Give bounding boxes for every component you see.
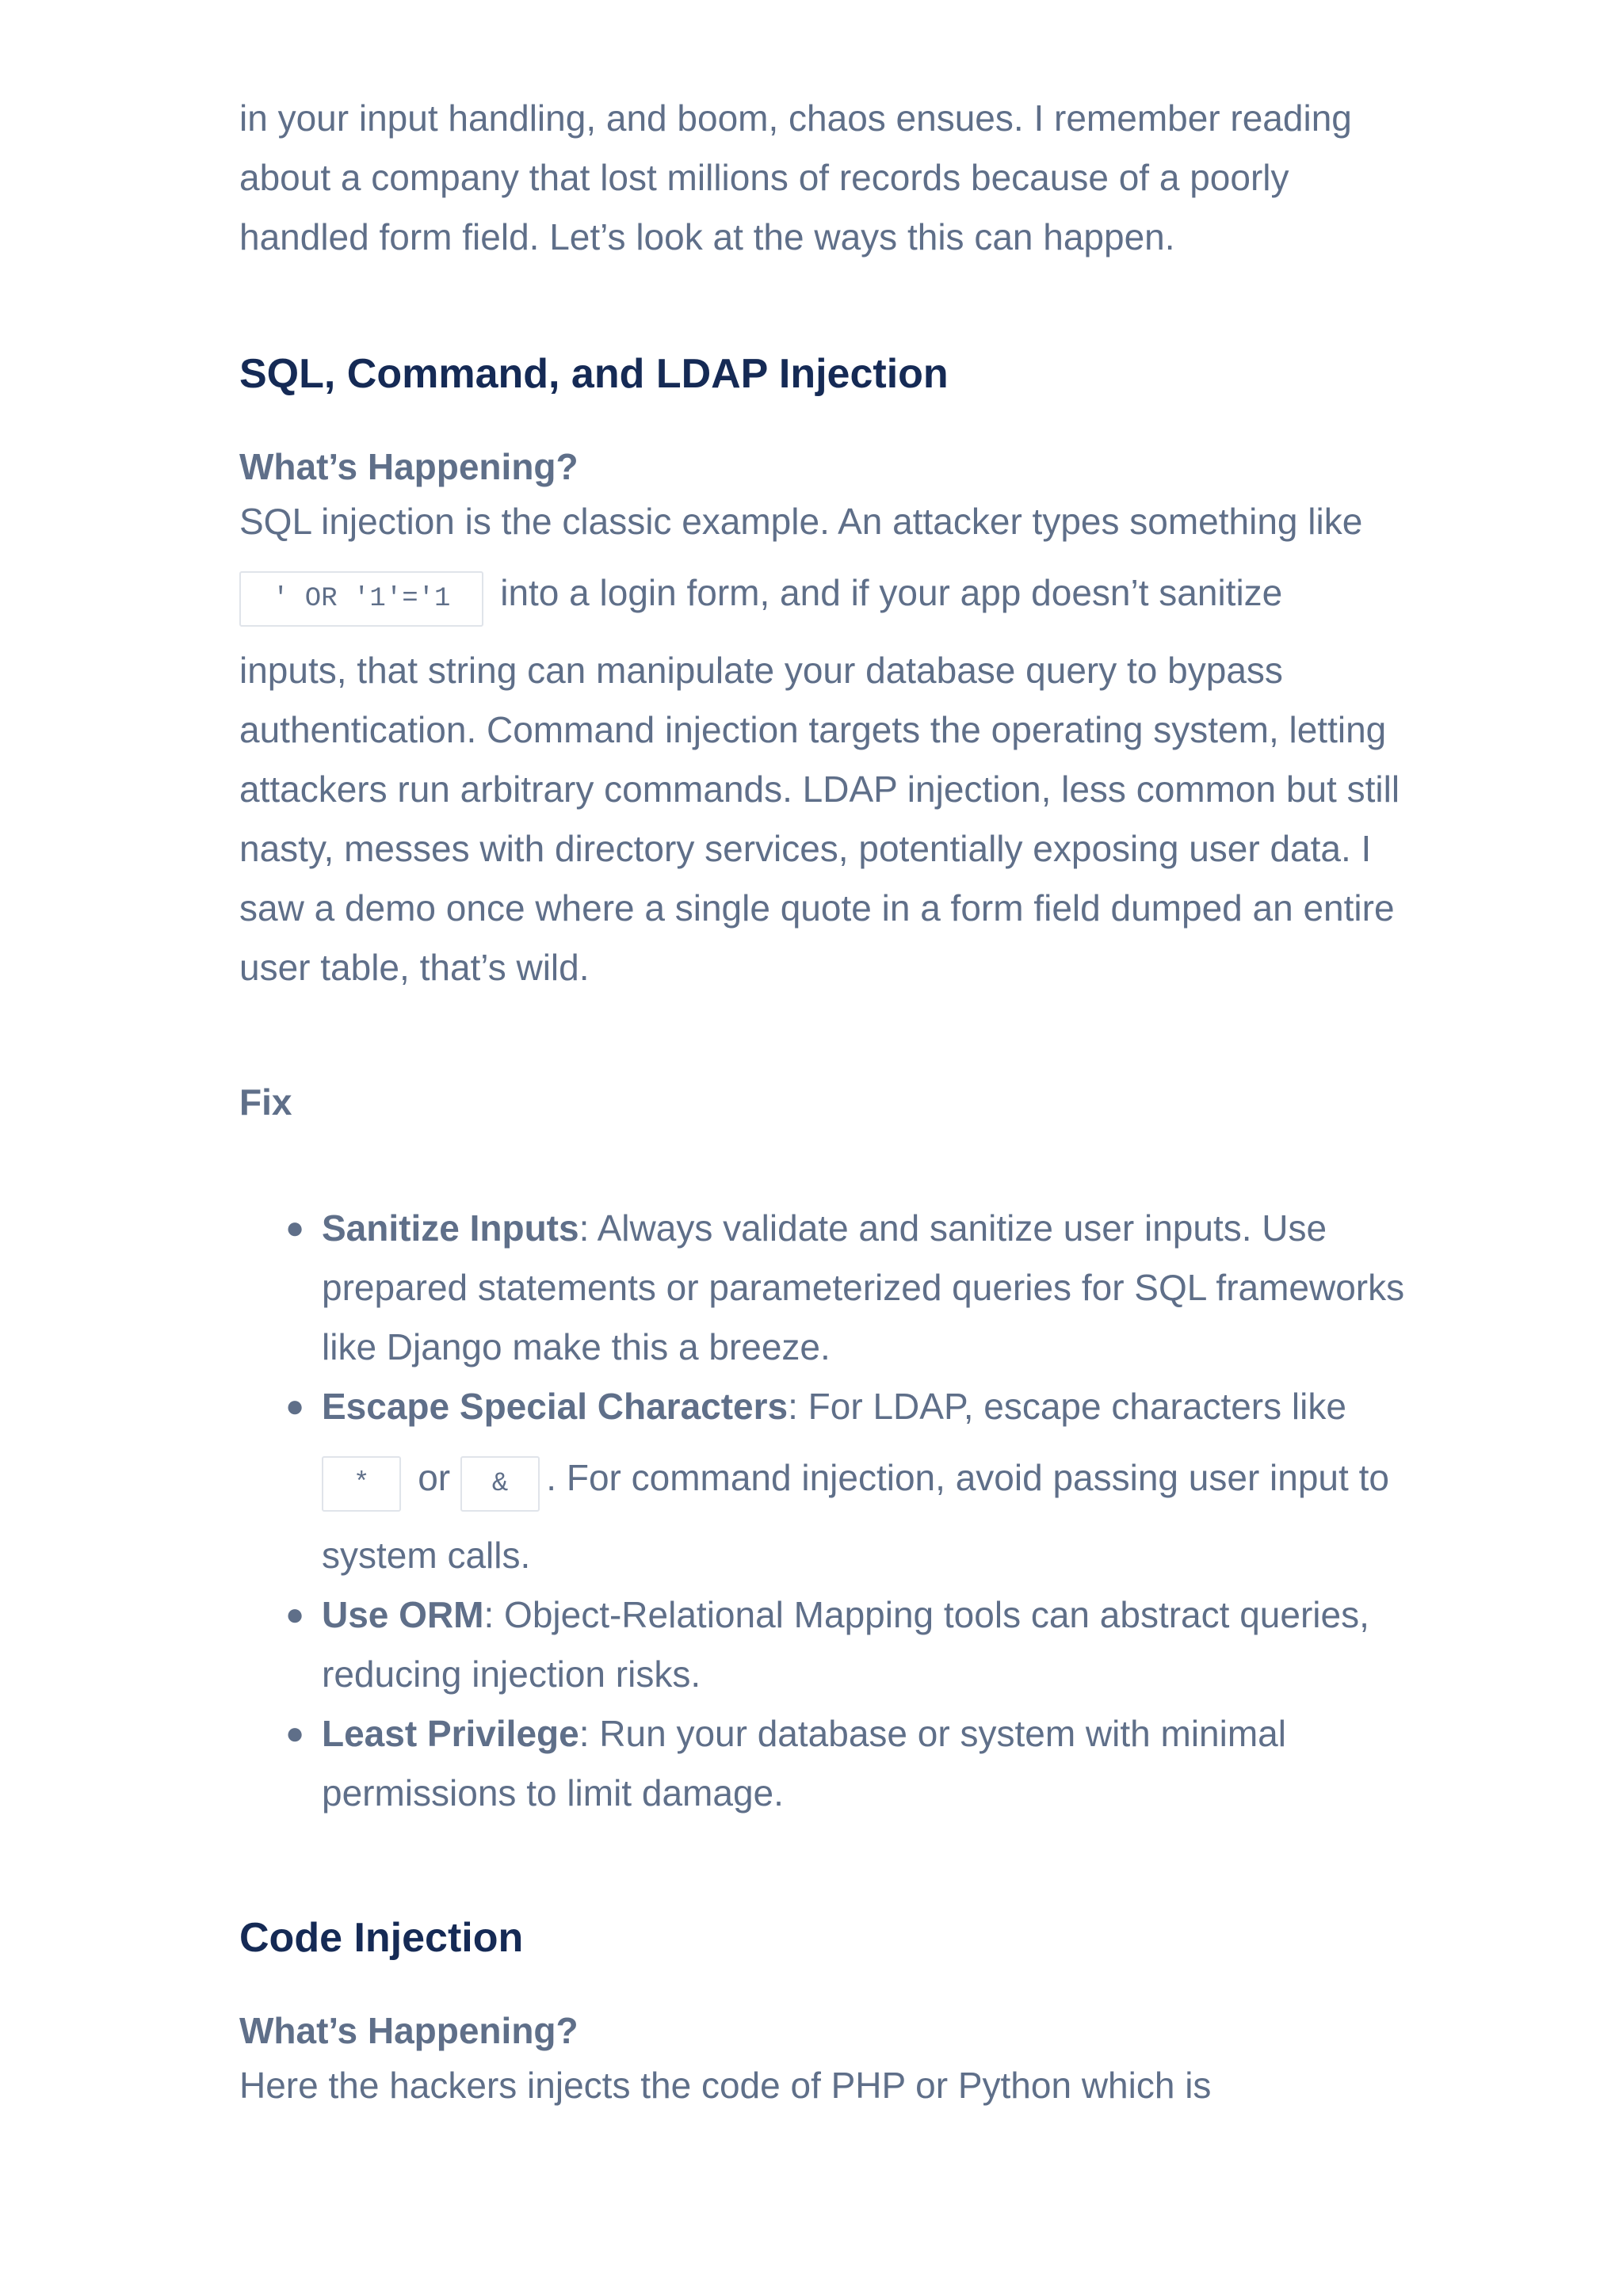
list-item-bold-label: Sanitize Inputs xyxy=(322,1207,579,1249)
article-content xyxy=(239,89,1444,2115)
whats-happening-heading-2: What’s Happening? xyxy=(239,2010,579,2051)
code-line xyxy=(322,1457,1389,1498)
bullet-dot-icon: ● xyxy=(285,1389,305,1424)
code-line xyxy=(239,572,1282,613)
paragraph-rest: inputs, that string can manipulate your database query to bypass authentication. Command injection targets the operating system, letting attackers run arbitrary commands. LDAP injection, less common but still nasty, messes with directory services, potentially exposing user data. I saw a demo once where a single quote in a form field dumped an entire user table, that’s wild. xyxy=(239,650,1400,988)
list-item-text: : Object-Relational Mapping tools can abstract queries, reducing injection risks. xyxy=(322,1594,1369,1695)
inline-code-asterisk: * xyxy=(322,1456,401,1512)
list-item-text: : Always validate and sanitize user inputs. Use prepared statements or parameterized queries for SQL frameworks like Django make this a breeze. xyxy=(322,1207,1405,1367)
bullet-dot-icon: ● xyxy=(285,1211,305,1245)
sql-injection-paragraph xyxy=(239,492,1444,997)
list-item-least-privilege xyxy=(285,1704,1457,1823)
list-item-bold-label: Least Privilege xyxy=(322,1713,579,1754)
intro-paragraph: in your input handling, and boom, chaos ensues. I remember reading about a company that lost millions of records because of a poorly handled form field. Let’s look at the ways this can happen. xyxy=(239,97,1352,257)
paragraph-line-1: SQL injection is the classic example. An attacker types something like xyxy=(239,501,1363,542)
list-item-sanitize-inputs xyxy=(285,1199,1457,1377)
code-injection-paragraph: Here the hackers injects the code of PHP or Python which is xyxy=(239,2065,1212,2106)
list-item-use-orm xyxy=(285,1585,1457,1704)
bullet-dot-icon: ● xyxy=(285,1597,305,1632)
bullet-dot-icon: ● xyxy=(285,1716,305,1751)
inline-code-sql-example: ' OR '1'='1 xyxy=(239,571,483,627)
paragraph-after-code: into a login form, and if your app doesn’t sanitize xyxy=(500,572,1283,613)
inline-code-ampersand: & xyxy=(460,1456,540,1512)
section-title-code-injection: Code Injection xyxy=(239,1915,524,1961)
list-item-bold-label: Use ORM xyxy=(322,1594,484,1635)
list-item-text: . For command injection, avoid passing user input to xyxy=(546,1457,1389,1498)
list-item-text: or xyxy=(418,1457,451,1498)
section-title-sql-injection: SQL, Command, and LDAP Injection xyxy=(239,351,949,397)
list-item-text: : Run your database or system with minimal permissions to limit damage. xyxy=(322,1713,1286,1814)
whats-happening-heading: What’s Happening? xyxy=(239,446,579,487)
list-item-bold-label: Escape Special Characters xyxy=(322,1386,789,1427)
list-item-text: : For LDAP, escape characters like xyxy=(788,1386,1346,1427)
list-item-escape-characters xyxy=(285,1377,1457,1585)
fix-heading: Fix xyxy=(239,1081,292,1123)
list-item-text: system calls. xyxy=(322,1535,531,1576)
fix-list xyxy=(239,1199,1457,1823)
